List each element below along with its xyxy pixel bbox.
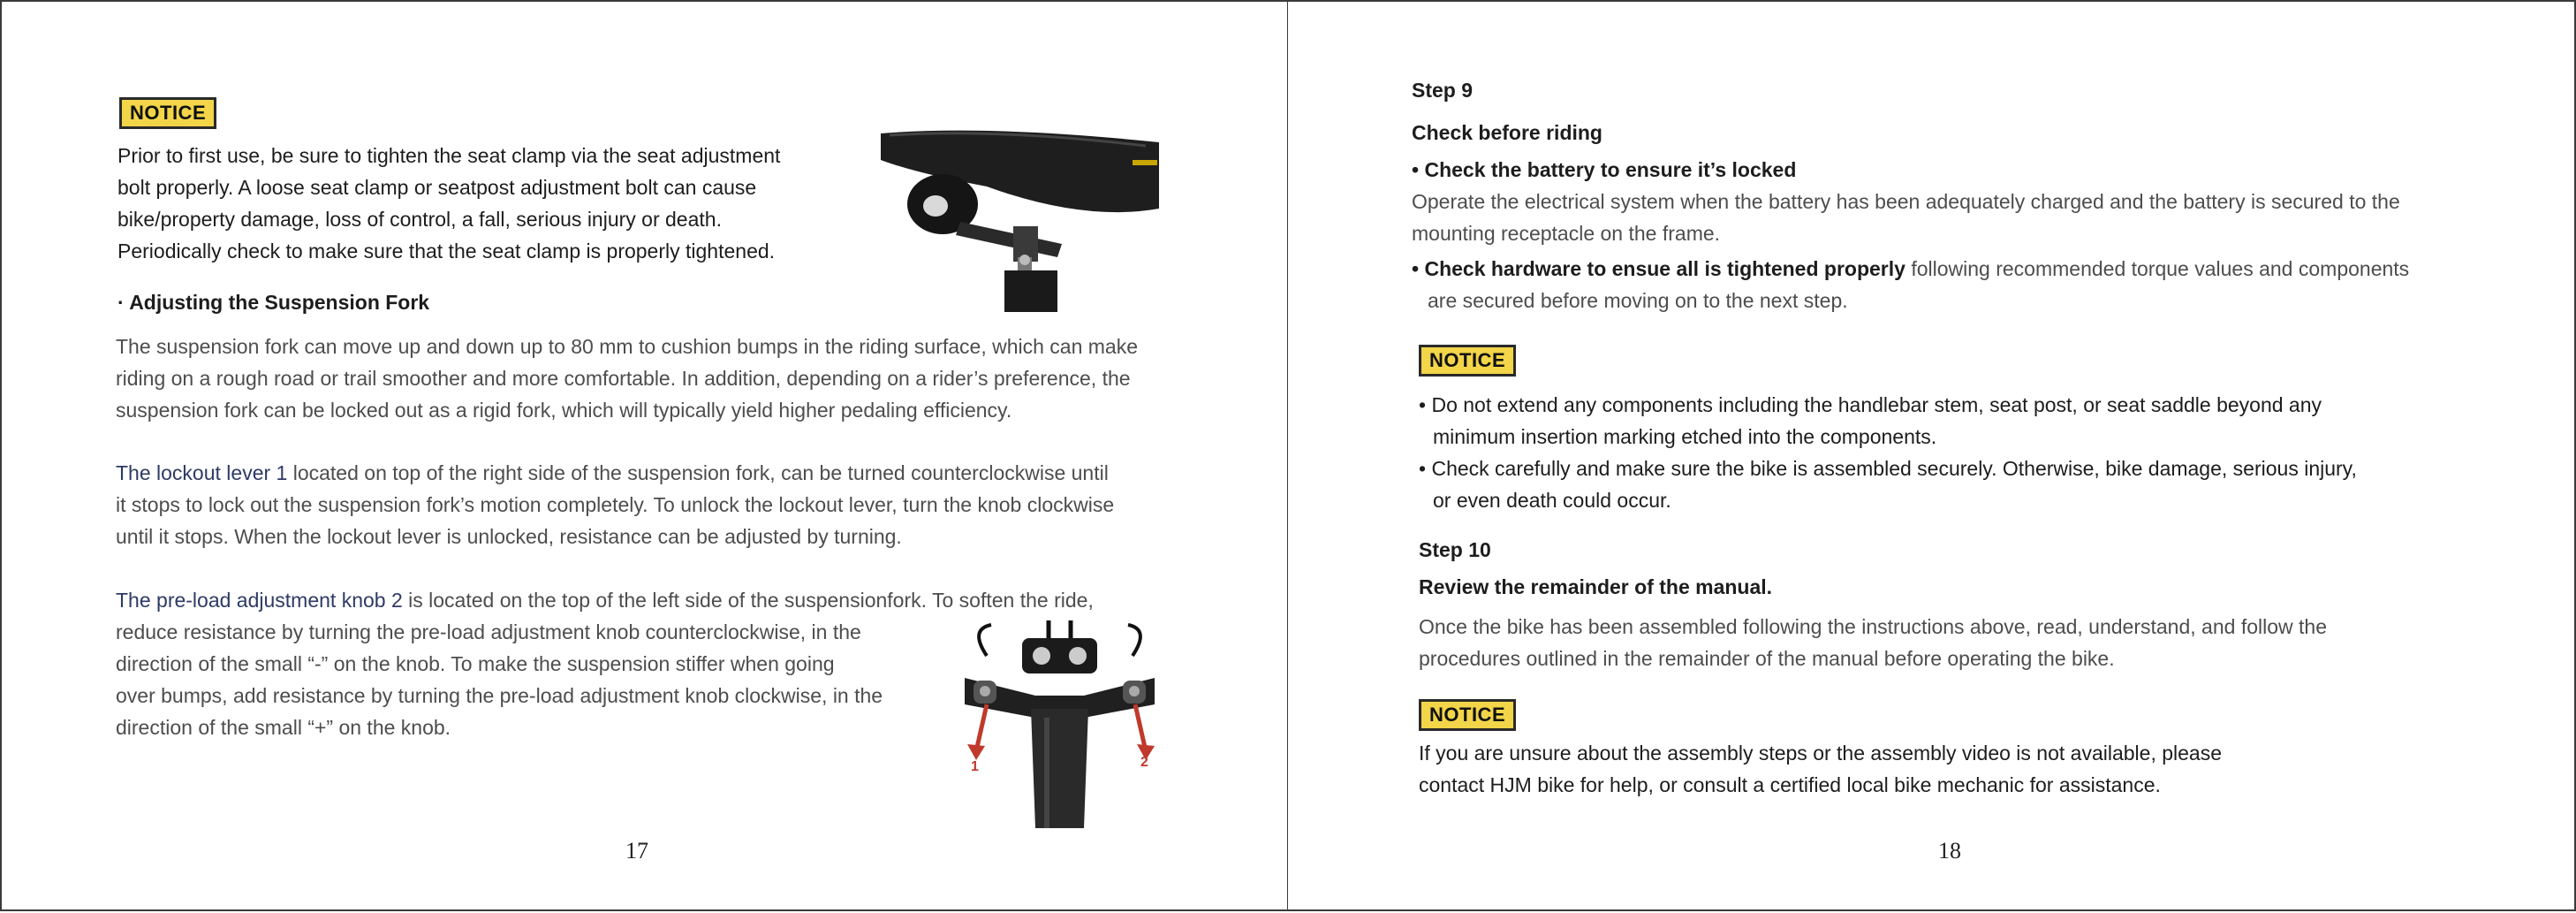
suspension-fork-image [951, 620, 1168, 828]
text-line: mounting receptacle on the frame. [1412, 222, 1721, 245]
text-line [116, 457, 1114, 489]
bullet-dot: • [1419, 393, 1432, 416]
page-number: 18 [1938, 838, 1961, 864]
text-line: until it stops. When the lockout lever is unlocked, resistance can be adjusted by turning. [116, 525, 902, 548]
page-number: 17 [625, 838, 648, 864]
notice-list [1419, 389, 2357, 516]
text-line: If you are unsure about the assembly steps or the assembly video is not available, please [1419, 742, 2223, 765]
fork-illustration [951, 620, 1168, 828]
bullet-title: Check the battery to ensure it’s locked [1424, 158, 1797, 181]
lockout-lever-term: The lockout lever 1 [116, 461, 288, 484]
seat-illustration [881, 125, 1159, 312]
suspension-paragraph [116, 331, 1138, 426]
text-line: procedures outlined in the remainder of the manual before operating the bike. [1419, 647, 2115, 670]
text-line: riding on a rough road or trail smoother and more comfortable. In addition, depending on a rider’s preference, the [116, 367, 1131, 390]
preload-knob-term: The pre-load adjustment knob 2 [116, 589, 403, 612]
bullet-dot: • [1412, 257, 1425, 280]
page-right [1287, 0, 2576, 911]
battery-paragraph [1412, 186, 2400, 249]
text-line: bolt properly. A loose seat clamp or seatpost adjustment bolt can cause [117, 176, 757, 199]
bullet-title: Check hardware to ensue all is tightened properly [1424, 257, 1905, 280]
list-item [1419, 453, 2357, 484]
fork-label-1: 1 [971, 759, 979, 774]
text-fragment: Do not extend any components including the handlebar stem, seat post, or seat saddle beyond any [1431, 393, 2322, 416]
list-item [1419, 389, 2357, 421]
text-line: direction of the small “-” on the knob. To make the suspension stiffer when going [116, 652, 835, 675]
text-line [116, 584, 1094, 616]
seat-clamp-image [881, 125, 1159, 312]
text-line: are secured before moving on to the next step. [1428, 289, 1848, 312]
bullet-battery [1412, 154, 1796, 186]
text-fragment: Check carefully and make sure the bike is assembled securely. Otherwise, bike damage, serious injury, [1431, 457, 2357, 480]
text-fragment: located on top of the right side of the suspension fork, can be turned counterclockwise until [287, 461, 1109, 484]
text-line: Operate the electrical system when the battery has been adequately charged and the battery is secured to the [1412, 190, 2400, 213]
bullet-dot: • [1419, 457, 1432, 480]
notice-badge: NOTICE [1419, 345, 1516, 377]
lockout-paragraph [116, 457, 1114, 552]
text-fragment: following recommended torque values and components [1905, 257, 2410, 280]
text-line: suspension fork can be locked out as a rigid fork, which will typically yield higher pedaling efficiency. [116, 399, 1012, 422]
text-line [1412, 253, 2409, 285]
text-line: Periodically check to make sure that the seat clamp is properly tightened. [117, 240, 776, 262]
text-line: or even death could occur. [1433, 489, 1671, 512]
section-heading: · Adjusting the Suspension Fork [117, 291, 430, 314]
text-line: it stops to lock out the suspension fork’s motion completely. To unlock the lockout lever, turn the knob clockwise [116, 493, 1115, 516]
review-title: Review the remainder of the manual. [1419, 575, 1773, 598]
page-left [0, 0, 1289, 911]
text-line: minimum insertion marking etched into the components. [1433, 425, 1937, 448]
step-heading: Step 10 [1419, 538, 1491, 561]
text-line: reduce resistance by turning the pre-load adjustment knob counterclockwise, in the [116, 620, 861, 643]
notice-badge: NOTICE [1419, 699, 1516, 731]
bullet-hardware [1412, 253, 2409, 316]
text-line: Prior to first use, be sure to tighten the seat clamp via the seat adjustment [117, 144, 781, 167]
text-line: The suspension fork can move up and down up to 80 mm to cushion bumps in the riding surface, which can make [116, 335, 1139, 358]
text-line: direction of the small “+” on the knob. [116, 716, 451, 739]
bullet-dot: • [1412, 158, 1425, 181]
text-line: Once the bike has been assembled following the instructions above, read, understand, and follow the [1419, 615, 2327, 638]
preload-paragraph [116, 584, 1094, 743]
fork-label-2: 2 [1140, 755, 1148, 770]
text-line: contact HJM bike for help, or consult a certified local bike mechanic for assistance. [1419, 773, 2161, 796]
check-title: Check before riding [1412, 121, 1602, 144]
notice-text [117, 140, 780, 267]
text-line: over bumps, add resistance by turning the pre-load adjustment knob clockwise, in the [116, 684, 883, 707]
step-heading: Step 9 [1412, 79, 1474, 102]
text-line: bike/property damage, loss of control, a fall, serious injury or death. [117, 208, 722, 231]
text-fragment: is located on the top of the left side of the suspensionfork. To soften the ride, [402, 589, 1094, 612]
review-paragraph [1419, 611, 2327, 674]
notice-badge: NOTICE [119, 97, 216, 129]
notice-text [1419, 737, 2222, 801]
